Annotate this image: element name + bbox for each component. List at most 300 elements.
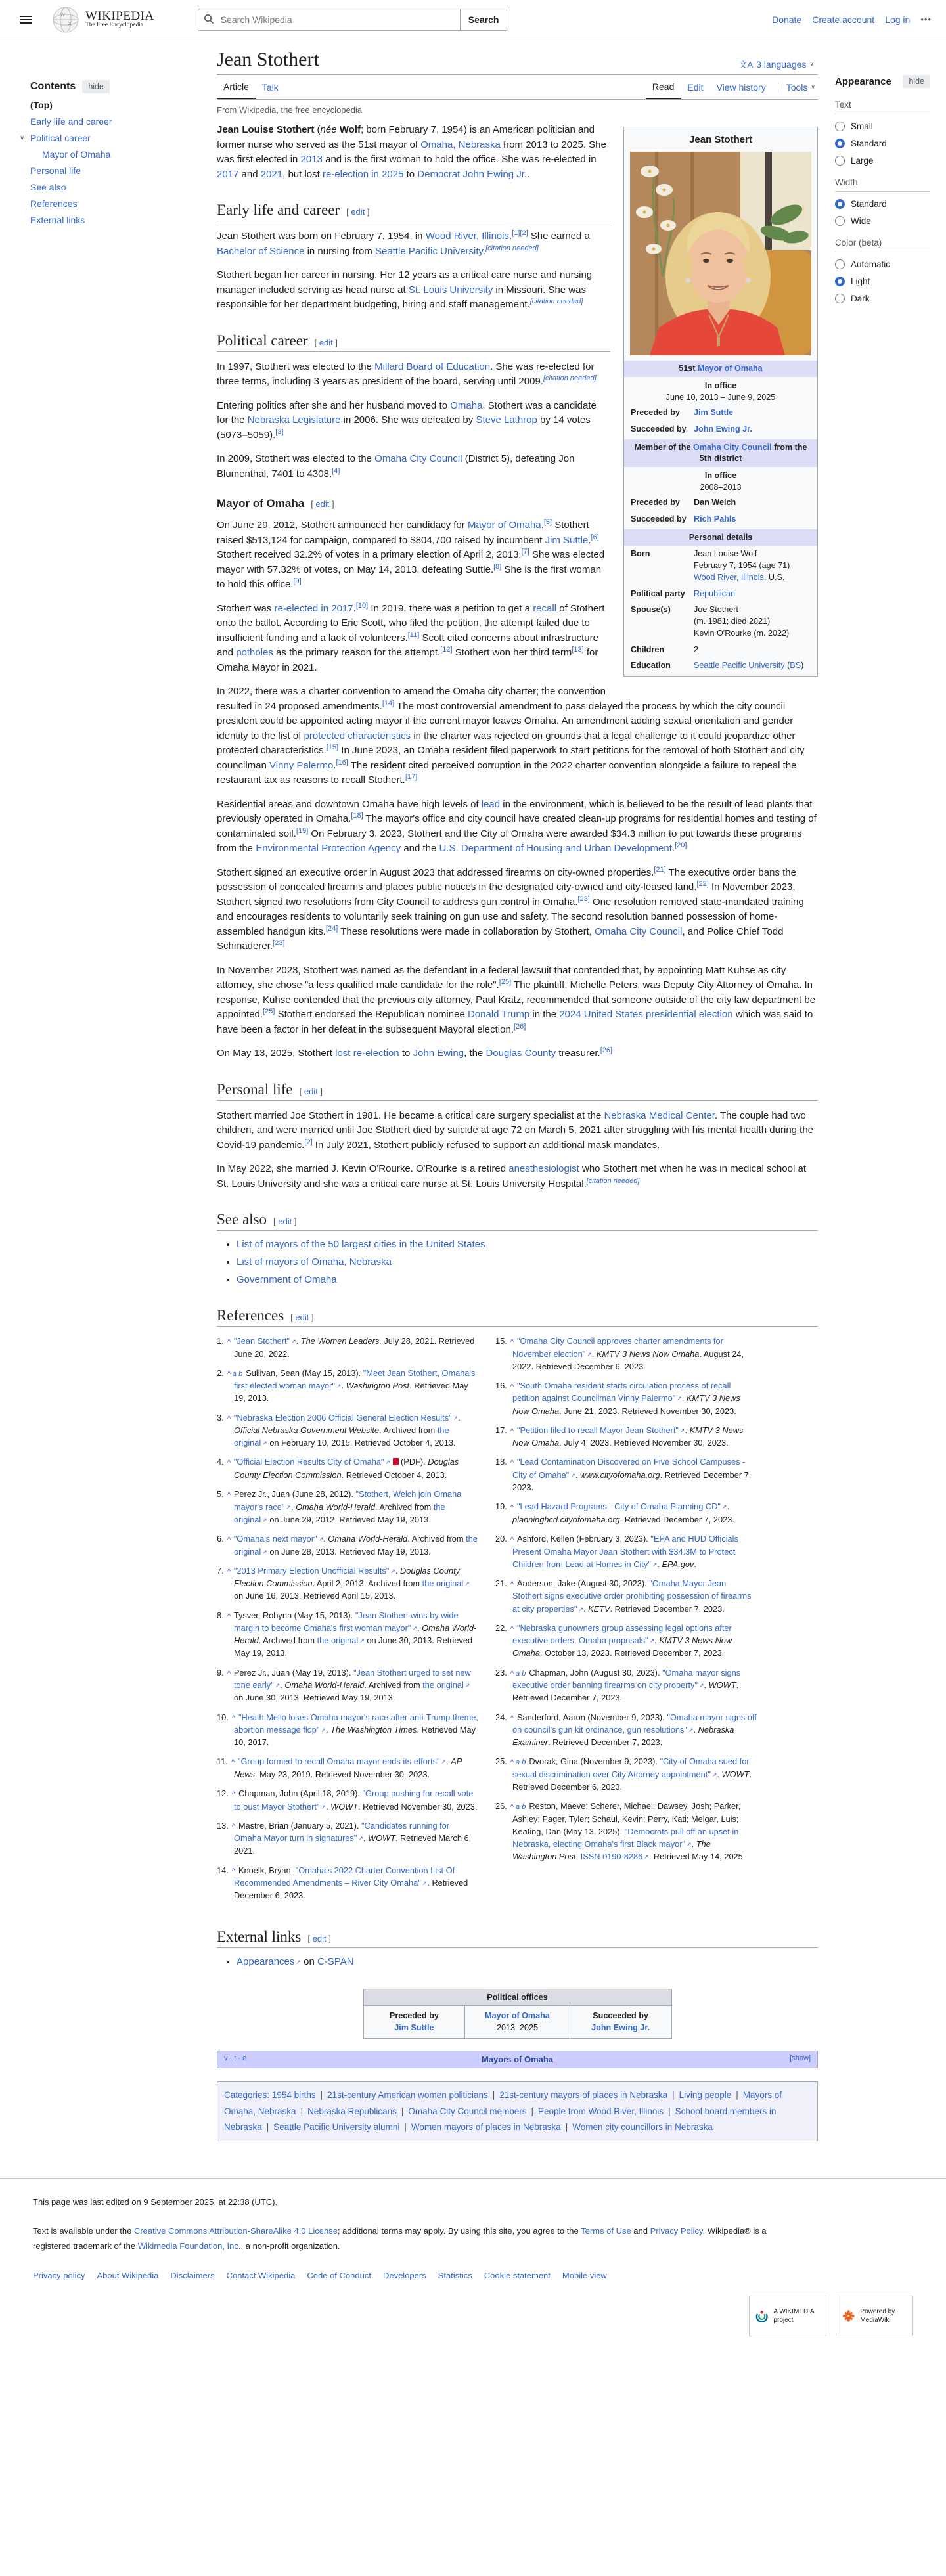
external-link-icon: ↗	[711, 1771, 717, 1778]
external-link[interactable]: "Omaha mayor signs executive order banning firearms on city property" ↗	[512, 1667, 741, 1691]
external-link-icon: ↗	[578, 1605, 583, 1612]
citation-backlink[interactable]: ^	[510, 1624, 514, 1633]
tab-talk[interactable]: Talk	[261, 82, 279, 93]
wiki-link[interactable]: Democrat	[417, 168, 461, 180]
toc-hide-button[interactable]: hide	[82, 80, 110, 93]
portrait-photo	[624, 152, 817, 358]
appearance-hide-button[interactable]: hide	[903, 75, 930, 88]
wiki-link[interactable]: protected characteristics	[304, 730, 411, 742]
citation-backlink[interactable]: ^	[231, 1714, 235, 1722]
category-link[interactable]: Living people	[679, 2090, 732, 2100]
toc-title: Contents	[30, 81, 76, 92]
color-dark-radio[interactable]: Dark	[835, 294, 930, 303]
wiki-link[interactable]: C-SPAN	[317, 1955, 354, 1967]
external-link-icon: ↗	[336, 1383, 342, 1390]
external-link[interactable]: "Lead Hazard Programs - City of Omaha Planning CD" ↗	[516, 1501, 727, 1512]
wiki-link[interactable]: Creative Commons Attribution-ShareAlike 4.0 License	[133, 2225, 338, 2236]
wiki-link[interactable]: Bachelor of Science	[217, 245, 305, 257]
toc-item-see-also[interactable]: See also	[30, 182, 66, 192]
text-large-radio[interactable]: Large	[835, 156, 930, 166]
wiki-link[interactable]: St. Louis University	[408, 284, 493, 296]
succession-successor-link[interactable]: John Ewing Jr.	[591, 2023, 650, 2033]
wiki-link[interactable]: Rich Pahls	[694, 514, 736, 523]
radio-icon[interactable]	[835, 122, 845, 131]
external-link-icon: ↗	[390, 1567, 395, 1574]
citation-backlink[interactable]: ^	[231, 1758, 235, 1767]
footer-link[interactable]: Disclaimers	[170, 2271, 215, 2281]
tools-menu[interactable]: Tools ∨	[778, 82, 818, 93]
edit-section-link[interactable]: edit	[351, 207, 365, 217]
edit-section-link[interactable]: edit	[295, 1312, 309, 1322]
citation-link[interactable]: [17]	[405, 773, 418, 781]
external-link[interactable]: "Nebraska Election 2006 Official General Election Results" ↗	[233, 1412, 459, 1423]
wiki-link[interactable]: U.S. Department of Housing and Urban Development	[439, 843, 672, 854]
toc-item-top[interactable]: (Top)	[30, 100, 53, 110]
wiki-link[interactable]: Seattle Pacific University	[374, 245, 483, 257]
wiki-link[interactable]: Jim Suttle	[545, 534, 589, 546]
color-automatic-radio[interactable]: Automatic	[835, 259, 930, 269]
last-edited-note: This page was last edited on 9 September 2025, at 22:38 (UTC).	[33, 2197, 278, 2208]
reference-item: 21. ^ Anderson, Jake (August 30, 2023). "Omaha Mayor Jean Stothert signs executive order prohibiting possession of firearms at city properties" ↗. KETV. Retrieved December 7, 2023.	[495, 1578, 752, 1614]
wikimedia-badge[interactable]: A WIKIMEDIA project	[749, 2296, 826, 2336]
category-link[interactable]: Mayors of Omaha, Nebraska	[224, 2090, 782, 2116]
wikipedia-logo[interactable]	[51, 5, 154, 34]
toc-item-mayor-of-omaha[interactable]: Mayor of Omaha	[42, 149, 111, 160]
wiki-link[interactable]: Omaha City Council	[374, 453, 462, 464]
edit-section-link[interactable]: edit	[278, 1216, 292, 1226]
citation-backlink[interactable]: ^	[231, 1867, 235, 1875]
external-link[interactable]: "Candidates running for Omaha Mayor turn in signatures" ↗	[234, 1820, 450, 1844]
infobox-value	[694, 513, 811, 525]
citation-link[interactable]: [2]	[304, 1138, 313, 1146]
footer-link[interactable]: Mobile view	[562, 2271, 607, 2281]
toc-item-early-life[interactable]: Early life and career	[30, 116, 112, 127]
reference-item: 24. ^ Sanderford, Aaron (November 9, 2023). "Omaha mayor signs off on council's gun kit ordinance, gun resolutions" ↗. Nebraska Examiner. Retrieved December 7, 2023.	[495, 1712, 757, 1748]
section-heading-mayor-of-omaha: Mayor of Omaha [ edit ]	[217, 497, 334, 510]
width-standard-radio[interactable]: Standard	[835, 199, 930, 209]
citation-backlink[interactable]: ^	[227, 1491, 231, 1499]
external-link[interactable]: the original ↗	[234, 1501, 445, 1524]
external-link[interactable]: "Stothert, Welch join Omaha mayor's race" ↗	[234, 1489, 462, 1512]
external-link[interactable]: the original ↗	[422, 1680, 470, 1691]
infobox	[623, 127, 818, 677]
citation-backlink[interactable]: ^	[510, 1714, 514, 1722]
languages-button[interactable]: 文A 3 languages ∨	[734, 57, 818, 71]
citation-backlink[interactable]: ^ a b	[510, 1758, 526, 1767]
category-link[interactable]: 21st-century mayors of places in Nebraska	[499, 2090, 668, 2100]
paragraph: Stothert married Joe Stothert in 1981. He became a critical care surgery specialist at the Nebraska Medical Center. The couple had two children, and were married until Joe Stothert died by suicide at age 72 on March 5, 2021 after struggling with his mental health during the Covid-19 pandemic.[2] In July 2021, Stothert publicly refused to support an additional mask mandates.	[217, 1109, 814, 1151]
footer-links	[33, 2271, 913, 2280]
text-small-radio[interactable]: Small	[835, 122, 930, 131]
paragraph: Stothert began her career in nursing. Her 12 years as a critical care nurse and nursing manager included serving as head nurse at St. Louis University in Missouri. She was responsible for her department budgeting, hiring and staff management.[citation needed]	[217, 269, 593, 310]
external-link[interactable]: "Omaha's next mayor" ↗	[233, 1534, 324, 1543]
reference-item: 13. ^ Mastre, Brian (January 5, 2021). "Candidates running for Omaha Mayor turn in signatures" ↗. WOWT. Retrieved March 6, 2021.	[217, 1820, 472, 1856]
wiki-link[interactable]: Nebraska Legislature	[247, 414, 341, 426]
external-link-icon: ↗	[679, 1427, 685, 1434]
paragraph: In May 2022, she married J. Kevin O'Rourke. O'Rourke is a retired anesthesiologist who Stothert met when he was in medical school at St. Louis University and she was a critical care nurse at St. Louis University Hospital.[citation needed]	[217, 1163, 807, 1189]
width-label: Width	[835, 177, 930, 192]
wiki-link[interactable]: re-election in 2025	[323, 168, 404, 180]
section-heading-external-links: External links [ edit ]	[217, 1928, 818, 1948]
infobox-value	[694, 423, 811, 435]
search-button[interactable]: Search	[460, 9, 508, 31]
citation-backlink[interactable]: ^	[227, 1536, 231, 1543]
reference-item: 6. ^ "Omaha's next mayor" ↗. Omaha World-Herald. Archived from the original ↗ on June 28, 2013. Retrieved May 19, 2013.	[217, 1534, 478, 1557]
wiki-link[interactable]: 2013	[300, 154, 323, 165]
wiki-link[interactable]: Wood River, Illinois	[694, 573, 764, 583]
category-link[interactable]: Women mayors of places in Nebraska	[411, 2121, 561, 2132]
citation-link[interactable]: [26]	[600, 1046, 613, 1054]
citation-link[interactable]: [22]	[696, 880, 709, 888]
citation-link[interactable]: [14]	[382, 699, 395, 707]
category-link[interactable]: Nebraska Republicans	[307, 2106, 397, 2116]
infobox-value: Dan Welch	[694, 498, 736, 508]
wiki-link[interactable]: Omaha, Nebraska	[420, 139, 501, 150]
citation-link[interactable]: [4]	[332, 466, 340, 475]
list-item	[236, 1273, 818, 1287]
search-input[interactable]	[198, 9, 461, 31]
reference-item: 4. ^ "Official Election Results City of Omaha" ↗ (PDF). Douglas County Election Commission. Retrieved October 4, 2013.	[217, 1457, 459, 1480]
citation-link[interactable]: [13]	[572, 646, 584, 654]
reference-item: 7. ^ "2013 Primary Election Unofficial Results" ↗. Douglas County Election Commission. April 2, 2013. Archived from the original ↗ on June 16, 2013. Retrieved April 15, 2013.	[217, 1565, 470, 1601]
external-link-icon: ↗	[587, 1350, 592, 1358]
svg-text:W: W	[60, 12, 65, 18]
external-link-icon: ↗	[644, 1854, 649, 1861]
radio-icon[interactable]	[835, 216, 845, 226]
category-link[interactable]: Women city councillors in Nebraska	[572, 2121, 713, 2132]
external-link-icon: ↗	[441, 1758, 447, 1765]
tab-article[interactable]: Article	[217, 75, 256, 99]
infobox-office1-header: 51st Mayor of Omaha	[624, 361, 817, 377]
citation-backlink[interactable]: ^	[231, 1790, 235, 1799]
wiki-link[interactable]: Nebraska Medical Center	[604, 1109, 715, 1121]
wiki-link[interactable]: Republican	[694, 588, 736, 598]
article-main	[217, 39, 818, 2141]
wiki-link[interactable]: Donald Trump	[467, 1009, 530, 1020]
wiki-link[interactable]: John Ewing	[413, 1048, 464, 1059]
wiki-link[interactable]: potholes	[236, 647, 273, 658]
external-link[interactable]: the original ↗	[234, 1534, 478, 1557]
citation-link[interactable]: [24]	[325, 924, 338, 933]
footer-link[interactable]: Statistics	[438, 2271, 472, 2281]
wiki-link[interactable]: Omaha City Council	[693, 442, 772, 452]
citation-backlink[interactable]: ^	[227, 1612, 231, 1620]
paragraph: Residential areas and downtown Omaha have high levels of lead in the environment, which is believed to be the result of lead plants that previously operated in Omaha.[18] The mayor's office and city council have created clean-up programs for residential homes and testing of contaminated soil.[19] On February 3, 2023, Stothert and the City of Omaha were awarded $34.3 million to put towards these programs from the Environmental Protection Agency and the U.S. Department of Housing and Urban Development.[20]	[217, 798, 817, 854]
citation-link[interactable]: [2]	[520, 229, 528, 237]
external-link[interactable]: Appearances ↗	[236, 1955, 301, 1967]
list-item: • Appearances ↗ on C-SPAN	[236, 1955, 818, 1969]
wiki-link[interactable]: John Ewing Jr.	[462, 168, 528, 180]
citation-link[interactable]: [6]	[591, 533, 599, 541]
citation-backlink[interactable]: ^	[510, 1503, 514, 1512]
footer-link[interactable]: About Wikipedia	[97, 2271, 159, 2281]
toc-item-external-links[interactable]: External links	[30, 215, 85, 225]
mediawiki-logo-icon	[842, 2307, 855, 2325]
citation-backlink[interactable]: ^	[231, 1822, 235, 1831]
external-link[interactable]: "EPA and HUD Officials Present Omaha Mayor Jean Stothert with $34.3M to Protect Children from Lead at Homes in City" ↗	[512, 1534, 738, 1569]
citation-backlink[interactable]: ^	[510, 1382, 514, 1390]
wiki-link[interactable]: List of mayors of Omaha, Nebraska	[236, 1256, 392, 1268]
wiki-link[interactable]: Government of Omaha	[236, 1274, 337, 1285]
external-link[interactable]: "Jean Stothert wins by wide margin to become Omaha's first woman mayor" ↗	[234, 1610, 459, 1633]
infobox-label: Preceded by	[631, 408, 680, 418]
external-link[interactable]: "Jean Stothert" ↗	[233, 1336, 296, 1346]
toc-item-references[interactable]: References	[30, 198, 78, 209]
citation-backlink[interactable]: ^	[510, 1580, 514, 1588]
category-link[interactable]: People from Wood River, Illinois	[538, 2106, 664, 2116]
citation-link[interactable]: [5]	[543, 518, 552, 526]
wiki-link[interactable]: John Ewing Jr.	[694, 424, 752, 433]
chevron-down-icon: ∨	[809, 60, 814, 67]
external-link[interactable]: "Meet Jean Stothert, Omaha's first elected woman mayor" ↗	[234, 1367, 476, 1391]
citation-backlink[interactable]: ^	[227, 1567, 231, 1576]
wiki-link[interactable]: Terms of Use	[581, 2225, 631, 2236]
external-link-icon: ↗	[262, 1548, 267, 1555]
external-link[interactable]: "Heath Mello loses Omaha mayor's race after anti-Trump theme, abortion message flop" ↗	[234, 1712, 478, 1735]
citation-link[interactable]: [3]	[275, 428, 284, 436]
reference-item: 10. ^ "Heath Mello loses Omaha mayor's race after anti-Trump theme, abortion message flop" ↗. The Washington Times. Retrieved May 10, 2017.	[217, 1712, 478, 1748]
wiki-link[interactable]: 2017	[217, 168, 239, 180]
wiki-link[interactable]: 2021	[260, 168, 283, 180]
navbox-show-button[interactable]: [show]	[790, 2054, 811, 2063]
tab-edit[interactable]: Edit	[687, 82, 704, 93]
citation-backlink[interactable]: ^ a b	[510, 1669, 526, 1677]
infobox-office2-term: In office 2008–2013	[700, 470, 742, 492]
external-link[interactable]: "Group formed to recall Omaha mayor ends its efforts" ↗	[238, 1756, 447, 1767]
wiki-link[interactable]: Environmental Protection Agency	[256, 843, 401, 854]
section-heading-political-career: Political career [ edit ]	[217, 332, 610, 352]
wiki-link[interactable]: Omaha City Council	[595, 925, 683, 937]
citation-needed-link[interactable]: [citation needed]	[485, 244, 539, 252]
external-link[interactable]: "Jean Stothert urged to set new tone early" ↗	[234, 1667, 471, 1691]
wiki-link[interactable]: Vinny Palermo	[269, 759, 334, 771]
wiki-link[interactable]: List of mayors of the 50 largest cities in the United States	[236, 1239, 485, 1250]
external-link[interactable]: "Omaha Mayor Jean Stothert signs executive order prohibiting possession of firearms at city properties" ↗	[512, 1578, 752, 1614]
external-link-icon: ↗	[412, 1625, 417, 1632]
citation-backlink[interactable]: ^	[510, 1536, 514, 1543]
citation-needed-link[interactable]: [citation needed]	[529, 298, 583, 305]
radio-icon[interactable]	[835, 259, 845, 269]
external-link[interactable]: "Nebraska gunowners group assessing legal options after executive orders, Omaha proposals" ↗	[512, 1622, 732, 1646]
create-account-link[interactable]: Create account	[812, 14, 875, 25]
reference-item: 11. ^ "Group formed to recall Omaha mayor ends its efforts" ↗. AP News. May 23, 2019. Retrieved November 30, 2023.	[217, 1756, 462, 1779]
external-link-icon: ↗	[677, 1395, 682, 1402]
footer-link[interactable]: Privacy policy	[33, 2271, 85, 2281]
infobox-personal-header: Personal details	[624, 529, 817, 546]
infobox-label: Education	[631, 660, 671, 670]
citation-link[interactable]: [21]	[654, 865, 666, 874]
categories-label-link[interactable]: Categories:	[224, 2090, 270, 2100]
wiki-link[interactable]: 2024 United States presidential election	[559, 1009, 733, 1020]
external-link-icon: ↗	[649, 1637, 655, 1645]
external-link-icon: ↗	[652, 1561, 658, 1568]
wiki-link[interactable]: lost re-election	[335, 1048, 399, 1059]
citation-backlink[interactable]: ^	[227, 1414, 231, 1423]
mediawiki-badge[interactable]: Powered by MediaWiki	[836, 2296, 913, 2336]
paragraph: Stothert signed an executive order in August 2023 that addressed firearms on city-owned properties.[21] The executive order bans the possession of concealed firearms and places public notices in the designated city-owned and city-leased land.[22] In November 2023, Stothert signed two resolutions from City Council to address gun control in Omaha.[23] One resolution removed state-mandated training and encourages residents to voluntarily seek training on gun use and safety. The second resolution banned possession of home-assembled handgun kits.[24] These resolutions were made in collaboration by Stothert, Omaha City Council, and Police Chief Todd Schmaderer.[23]	[217, 865, 804, 952]
citation-link[interactable]: [15]	[326, 744, 339, 751]
see-also-list	[236, 1237, 818, 1287]
wiki-link[interactable]: Steve Lathrop	[476, 414, 537, 426]
succession-office-link[interactable]: Mayor of Omaha	[485, 2010, 550, 2020]
external-link[interactable]: "City of Omaha sued for sexual discrimination over City Attorney appointment" ↗	[512, 1756, 750, 1779]
wiki-link[interactable]: Wood River, Illinois	[425, 231, 509, 242]
citation-needed-link[interactable]: [citation needed]	[586, 1176, 640, 1185]
navbox-title-link[interactable]: Mayors of Omaha	[481, 2054, 554, 2065]
citation-backlink[interactable]: ^	[227, 1459, 231, 1467]
succession-predecessor-link[interactable]: Jim Suttle	[394, 2023, 434, 2033]
citation-backlink[interactable]: ^	[227, 1669, 231, 1677]
section-heading-personal-life: Personal life [ edit ]	[217, 1081, 818, 1101]
citation-backlink[interactable]: ^	[510, 1427, 514, 1435]
category-link[interactable]: Seattle Pacific University alumni	[273, 2121, 400, 2132]
wiki-link[interactable]: BS	[790, 660, 801, 670]
donate-link[interactable]: Donate	[772, 14, 802, 25]
edit-section-link[interactable]: edit	[304, 1086, 318, 1096]
external-link-icon: ↗	[291, 1338, 296, 1344]
category-link[interactable]: Omaha City Council members	[408, 2106, 527, 2116]
footer-link[interactable]: Code of Conduct	[307, 2271, 371, 2281]
citation-backlink[interactable]: ^	[510, 1338, 514, 1346]
external-link-icon: ↗	[385, 1459, 391, 1466]
tab-view-history[interactable]: View history	[716, 82, 766, 93]
external-link-icon: ↗	[464, 1580, 470, 1588]
external-link[interactable]: "Group pushing for recall vote to oust Mayor Stothert" ↗	[234, 1788, 474, 1811]
citation-backlink[interactable]: ^	[227, 1338, 231, 1346]
wiki-link[interactable]: Millard Board of Education	[374, 361, 491, 372]
external-link[interactable]: "Official Election Results City of Omaha" ↗	[233, 1457, 391, 1467]
paragraph: In November 2023, Stothert was named as the defendant in a federal lawsuit that contended that, by appointing Matt Kuhse as city attorney, she chose "a less qualified male candidate for the role".[25] The plaintiff, Michelle Peters, was Deputy City Attorney of Omaha. In response, Kuhse contended that the previous city attorney, Paul Kratz, recommended that someone outside of the city law department be appointed.[25] Stothert endorsed the Republican nominee Donald Trump in the 2024 United States presidential election which was said to have been a factor in her defeat in the subsequent Mayoral election.[26]	[217, 964, 816, 1035]
citation-needed-link[interactable]: [citation needed]	[543, 374, 597, 382]
search-icon	[204, 14, 214, 24]
citation-link[interactable]: [11]	[407, 631, 420, 639]
text-size-label: Text	[835, 100, 930, 114]
external-link[interactable]: "Democrats pull off an upset in Nebraska, electing Omaha's first Black mayor" ↗	[512, 1826, 739, 1850]
external-link[interactable]: "Omaha mayor signs off on council's gun kit ordinance, gun resolutions" ↗	[512, 1712, 757, 1735]
infobox-label: Political party	[631, 588, 685, 598]
reference-item: 22. ^ "Nebraska gunowners group assessing legal options after executive orders, Omaha proposals" ↗. KMTV 3 News Now Omaha. October 13, 2023. Retrieved December 7, 2023.	[495, 1622, 732, 1658]
more-options-icon[interactable]: •••	[920, 14, 932, 24]
wiki-link[interactable]: Omaha	[450, 399, 483, 411]
radio-selected-icon[interactable]	[835, 277, 845, 286]
text-standard-radio[interactable]: Standard	[835, 139, 930, 148]
table-of-contents	[0, 39, 217, 231]
citation-link[interactable]: [8]	[493, 562, 502, 571]
wiki-link[interactable]: Mayor of Omaha	[467, 520, 541, 531]
citation-link[interactable]: [26]	[513, 1022, 526, 1031]
external-link[interactable]: ISSN 0190-8286 ↗	[580, 1852, 649, 1862]
tab-read[interactable]: Read	[646, 75, 681, 99]
citation-backlink[interactable]: ^ a b	[227, 1369, 243, 1378]
category-link[interactable]: 21st-century American women politicians	[327, 2090, 488, 2100]
section-heading-see-also: See also [ edit ]	[217, 1211, 818, 1231]
external-link-icon: ↗	[359, 1637, 365, 1645]
edit-section-link[interactable]: edit	[315, 499, 330, 509]
wiki-link[interactable]: Jim Suttle	[694, 408, 734, 418]
footer-link[interactable]: Contact Wikipedia	[226, 2271, 296, 2281]
citation-backlink[interactable]: ^	[510, 1459, 514, 1467]
radio-icon[interactable]	[835, 294, 845, 303]
external-link[interactable]: "2013 Primary Election Unofficial Results" ↗	[233, 1565, 395, 1576]
width-wide-radio[interactable]: Wide	[835, 216, 930, 226]
category-link[interactable]: School board members in Nebraska	[224, 2106, 777, 2132]
wiki-link[interactable]: anesthesiologist	[508, 1163, 579, 1174]
paragraph: In 2009, Stothert was elected to the Omaha City Council (District 5), defeating Jon Blumenthal, 7401 to 4308.[4]	[217, 453, 575, 479]
wikimedia-logo-icon	[755, 2307, 768, 2324]
wiki-link[interactable]: Privacy Policy	[650, 2225, 703, 2236]
footer-link[interactable]: Cookie statement	[484, 2271, 551, 2281]
external-link[interactable]: the original ↗	[422, 1578, 470, 1589]
menu-icon[interactable]	[14, 9, 37, 31]
citation-link[interactable]: [12]	[440, 646, 453, 654]
citation-link[interactable]: [1]	[512, 229, 520, 237]
citation-link[interactable]: [7]	[521, 548, 529, 556]
external-link[interactable]: the original ↗	[234, 1425, 449, 1448]
citation-link[interactable]: [25]	[263, 1008, 275, 1015]
paragraph: On June 29, 2012, Stothert announced her candidacy for Mayor of Omaha.[5] Stothert raised $513,124 for campaign, compared to $804,700 raised by incumbent Jim Suttle.[6] Stothert received 32.2% of votes in a primary election of April 2, 2013.[7] She was elected mayor with 57.32% of votes, on May 14, 2013, defeating Suttle.[8] She is the first woman to hold this office.[9]	[217, 518, 605, 590]
list-item	[236, 1255, 818, 1270]
external-link[interactable]: "Petition filed to recall Mayor Jean Stothert" ↗	[516, 1425, 685, 1435]
external-link-icon: ↗	[464, 1682, 470, 1689]
footer-link[interactable]: Developers	[382, 2271, 426, 2281]
page-title: Jean Stothert	[217, 49, 319, 70]
wiki-link[interactable]: re-elected in 2017	[274, 602, 353, 614]
wiki-link[interactable]: Douglas County	[485, 1048, 556, 1059]
wiki-link[interactable]: lead	[481, 798, 501, 810]
wiki-link[interactable]: recall	[533, 602, 557, 614]
navbox-vte-links[interactable]: v · t · e	[224, 2054, 247, 2063]
citation-link[interactable]: [18]	[351, 812, 363, 820]
citation-link[interactable]: [9]	[293, 577, 302, 585]
citation-link[interactable]: [10]	[355, 601, 369, 610]
citation-link[interactable]: [16]	[336, 758, 348, 766]
radio-icon[interactable]	[835, 156, 845, 166]
reference-item: 2. ^ a b Sullivan, Sean (May 15, 2013). "Meet Jean Stothert, Omaha's first elected woman mayor" ↗. Washington Post. Retrieved May 19, 2013.	[217, 1367, 476, 1404]
radio-selected-icon[interactable]	[835, 139, 845, 148]
citation-backlink[interactable]: ^ a b	[510, 1803, 526, 1811]
wiki-link[interactable]: Wikimedia Foundation, Inc.	[137, 2240, 241, 2251]
external-link[interactable]: "Omaha City Council approves charter amendments for November election" ↗	[512, 1336, 723, 1359]
paragraph: In 1997, Stothert was elected to the Millard Board of Education. She was re-elected for three terms, including 3 years as president of the board, serving until 2009.[citation needed]	[217, 361, 597, 387]
login-link[interactable]: Log in	[885, 14, 911, 25]
external-link-icon: ↗	[687, 1841, 692, 1848]
citation-link[interactable]: [19]	[296, 826, 309, 835]
citation-link[interactable]: [23]	[577, 895, 590, 903]
reference-item: 9. ^ Perez Jr., Juan (May 19, 2013). "Jean Stothert urged to set new tone early" ↗. Omaha World-Herald. Archived from the original ↗ on June 30, 2013. Retrieved May 19, 2013.	[217, 1667, 471, 1703]
radio-selected-icon[interactable]	[835, 199, 845, 209]
external-link[interactable]: the original ↗	[317, 1635, 365, 1646]
wiki-link[interactable]: Seattle Pacific University	[694, 660, 785, 670]
color-light-radio[interactable]: Light	[835, 277, 930, 286]
category-link[interactable]: 1954 births	[271, 2090, 316, 2100]
infobox-value: 2	[694, 644, 699, 654]
toc-item-political-career[interactable]: Political career	[30, 133, 91, 143]
toc-item-personal-life[interactable]: Personal life	[30, 166, 81, 176]
reference-item: 16. ^ "South Omaha resident starts circulation process of recall petition against Councilman Vinny Palermo" ↗. KMTV 3 News Now Omaha. June 21, 2023. Retrieved November 30, 2023.	[495, 1380, 740, 1416]
citation-link[interactable]: [23]	[273, 939, 285, 947]
external-link-icon: ↗	[296, 1958, 301, 1965]
edit-section-link[interactable]: edit	[312, 1933, 327, 1943]
chevron-down-icon[interactable]: ∨	[20, 135, 25, 142]
citation-link[interactable]: [25]	[499, 978, 512, 986]
wiki-link[interactable]: Mayor of Omaha	[698, 363, 763, 373]
external-link[interactable]: "Omaha's 2022 Charter Convention List Of Recommended Amendments – River City Omaha" ↗	[234, 1865, 455, 1888]
external-link[interactable]: "Lead Contamination Discovered on Five School Campuses - City of Omaha" ↗	[512, 1457, 746, 1480]
citation-link[interactable]: [20]	[675, 841, 687, 849]
external-link[interactable]: "South Omaha resident starts circulation process of recall petition against Councilman Vinny Palermo" ↗	[512, 1380, 731, 1404]
infobox-value	[694, 407, 811, 418]
edit-section-link[interactable]: edit	[319, 337, 333, 347]
